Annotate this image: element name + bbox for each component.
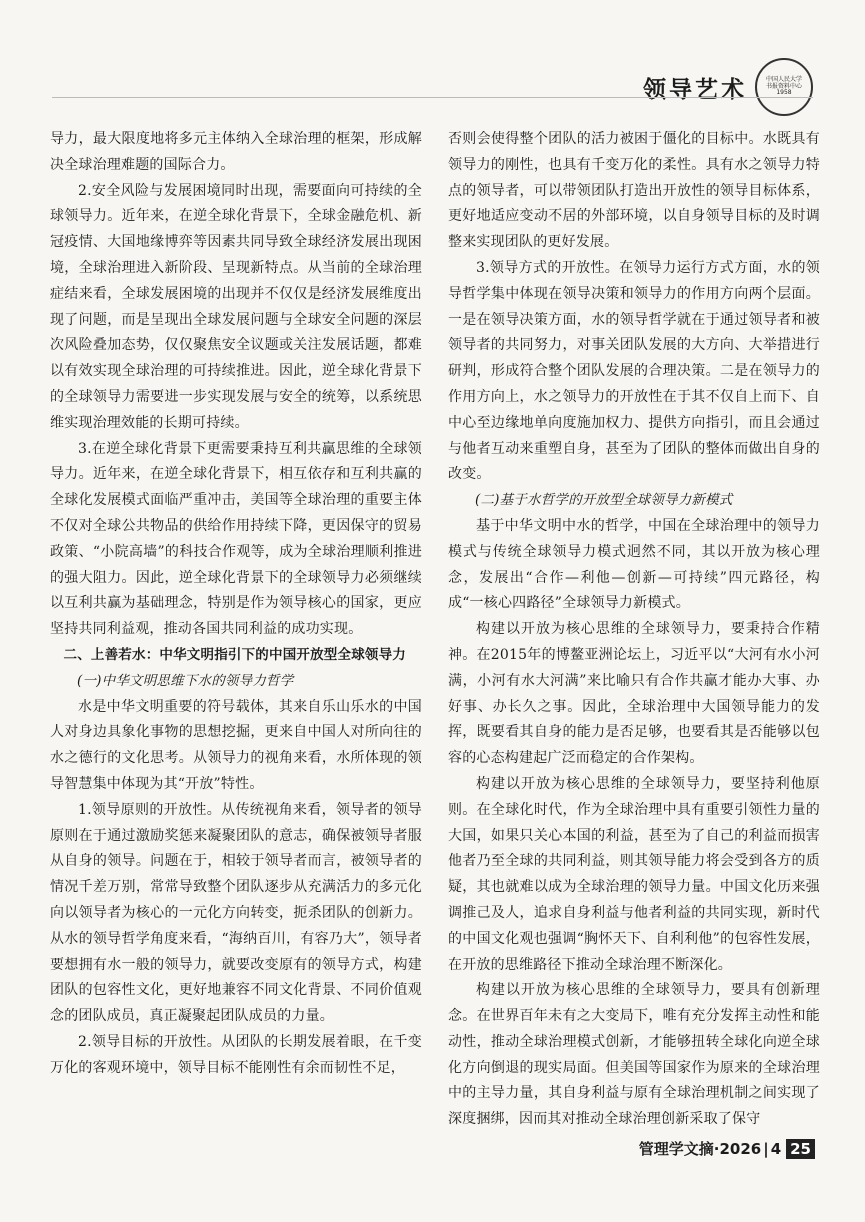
- paragraph: 1.领导原则的开放性。从传统视角来看，领导者的领导原则在于通过激励奖惩来凝聚团队的意志，确保被领导者服从自身的领导。问题在于，相较于领导者而言，被领导者的情况千差万别，常常导致整个团队逐步从充满活力的多元化向以领导者为核心的一元化方向转变，扼杀团队的创新力。从水的领导哲学角度来看，“海纳百川，有容乃大”，领导者要想拥有水一般的领导力，就要改变原有的领导方式，构建团队的包容性文化，更好地兼容不同文化背景、不同价值观念的团队成员，真正凝聚起团队成员的力量。: [50, 801, 422, 1025]
- paragraph: 构建以开放为核心思维的全球领导力，要秉持合作精神。在2015年的博鳌亚洲论坛上，习近平以“大河有水小河满，小河有水大河满”来比喻只有合作共赢才能办大事、办好事、办长久之事。因此，全球治理中大国领导能力的发挥，既要看其自身的能力是否足够，也要看其是否能够以包容的心态构建起广泛而稳定的合作架构。: [448, 621, 820, 767]
- section-heading: (二)基于水哲学的开放型全球领导力新模式: [475, 492, 733, 509]
- section-title: 领导艺术: [643, 76, 747, 103]
- page-footer: [639, 1138, 815, 1159]
- section-heading: 二、上善若水：中华文明指引下的中国开放型全球领导力: [63, 646, 406, 663]
- paragraph: 3.在逆全球化背景下更需要秉持互利共赢思维的全球领导力。近年来，在逆全球化背景下，相互依存和互利共赢的全球化发展模式面临严重冲击，美国等全球治理的重要主体不仅对全球公共物品的供给作用持续下降，更因保守的贸易政策、“小院高墙”的科技合作观等，成为全球治理顺利推进的强大阻力。因此，逆全球化背景下的全球领导力必须继续以互利共赢为基础理念，特别是作为领导核心的国家，更应坚持共同利益观，推动各国共同利益的成功实现。: [50, 440, 422, 638]
- header-divider: [52, 97, 813, 98]
- publisher-seal-icon: 中国人民大学 书报资料中心 1958: [755, 58, 813, 116]
- paragraph: 3.领导方式的开放性。在领导力运行方式方面，水的领导哲学集中体现在领导决策和领导力的作用方向两个层面。一是在领导决策方面，水的领导哲学就在于通过领导者和被领导者的共同努力，对事关团队发展的大方向、大举措进行研判，形成符合整个团队发展的合理决策。二是在领导力的作用方向上，水之领导力的开放性在于其不仅自上而下、自中心至边缘地单向度施加权力、提供方向指引，而且会通过与他者互动来重塑自身，甚至为了团队的整体而做出自身的改变。: [448, 259, 820, 483]
- page-header: [643, 58, 813, 116]
- paragraph: 导力，最大限度地将多元主体纳入全球治理的框架，形成解决全球治理难题的国际合力。: [50, 131, 422, 173]
- footer-separator: |: [763, 1139, 769, 1158]
- paragraph: 2.领导目标的开放性。从团队的长期发展着眼，在千变万化的客观环境中，领导目标不能刚性有余而韧性不足，: [50, 1033, 422, 1076]
- right-column: [448, 127, 820, 1132]
- paragraph: 构建以开放为核心思维的全球领导力，要具有创新理念。在世界百年未有之大变局下，唯有充分发挥主动性和能动性，推动全球治理模式创新，才能够扭转全球化向逆全球化方向倒退的现实局面。但美国等国家作为原来的全球治理中的主导力量，其自身利益与原有全球治理机制之间实现了深度捆绑，因而其对推动全球治理创新采取了保守: [448, 982, 820, 1128]
- article-body: [50, 127, 820, 1132]
- paragraph: 否则会使得整个团队的活力被困于僵化的目标中。水既具有领导力的刚性，也具有千变万化的柔性。具有水之领导力特点的领导者，可以带领团队打造出开放性的领导目标体系，更好地适应变动不居的外部环境，以自身领导目标的及时调整来实现团队的更好发展。: [448, 131, 820, 251]
- journal-name: 管理学文摘·2026: [638, 1140, 762, 1158]
- paragraph: 基于中华文明中水的哲学，中国在全球治理中的领导力模式与传统全球领导力模式迥然不同，其以开放为核心理念，发展出“合作—利他—创新—可持续”四元路径，构成“一核心四路径”全球领导力新模式。: [448, 517, 820, 612]
- left-column: [50, 127, 422, 1132]
- section-heading: (一)中华文明思维下水的领导力哲学: [77, 672, 294, 689]
- paragraph: 2.安全风险与发展困境同时出现，需要面向可持续的全球领导力。近年来，在逆全球化背景下，全球金融危机、新冠疫情、大国地缘博弈等因素共同导致全球经济发展出现困境，全球治理进入新阶段、呈现新特点。从当前的全球治理症结来看，全球发展困境的出现并不仅仅是经济发展维度出现了问题，而是呈现出全球发展问题与全球安全问题的深层次风险叠加态势，仅仅聚焦安全议题或关注发展话题，都难以有效实现全球治理的可持续推进。因此，逆全球化背景下的全球领导力需要进一步实现发展与安全的统筹，以系统思维实现治理效能的长期可持续。: [50, 182, 422, 431]
- issue-number: 4: [770, 1139, 782, 1158]
- paragraph: 构建以开放为核心思维的全球领导力，要坚持利他原则。在全球化时代，作为全球治理中具有重要引领性力量的大国，如果只关心本国的利益，甚至为了自己的利益而损害他者乃至全球的共同利益，则其领导能力将会受到各方的质疑，其也就难以成为全球治理的领导力量。中国文化历来强调推己及人，追求自身利益与他者利益的共同实现，新时代的中国文化观也强调“胸怀天下、自利利他”的包容性发展，在开放的思维路径下推动全球治理不断深化。: [448, 775, 820, 973]
- paragraph: 水是中华文明重要的符号载体，其来自乐山乐水的中国人对身边具象化事物的思想挖掘，更来自中国人对所向往的水之德行的文化思考。从领导力的视角来看，水所体现的领导智慧集中体现为其“开放”特性。: [50, 698, 422, 792]
- page-number: 25: [786, 1139, 815, 1159]
